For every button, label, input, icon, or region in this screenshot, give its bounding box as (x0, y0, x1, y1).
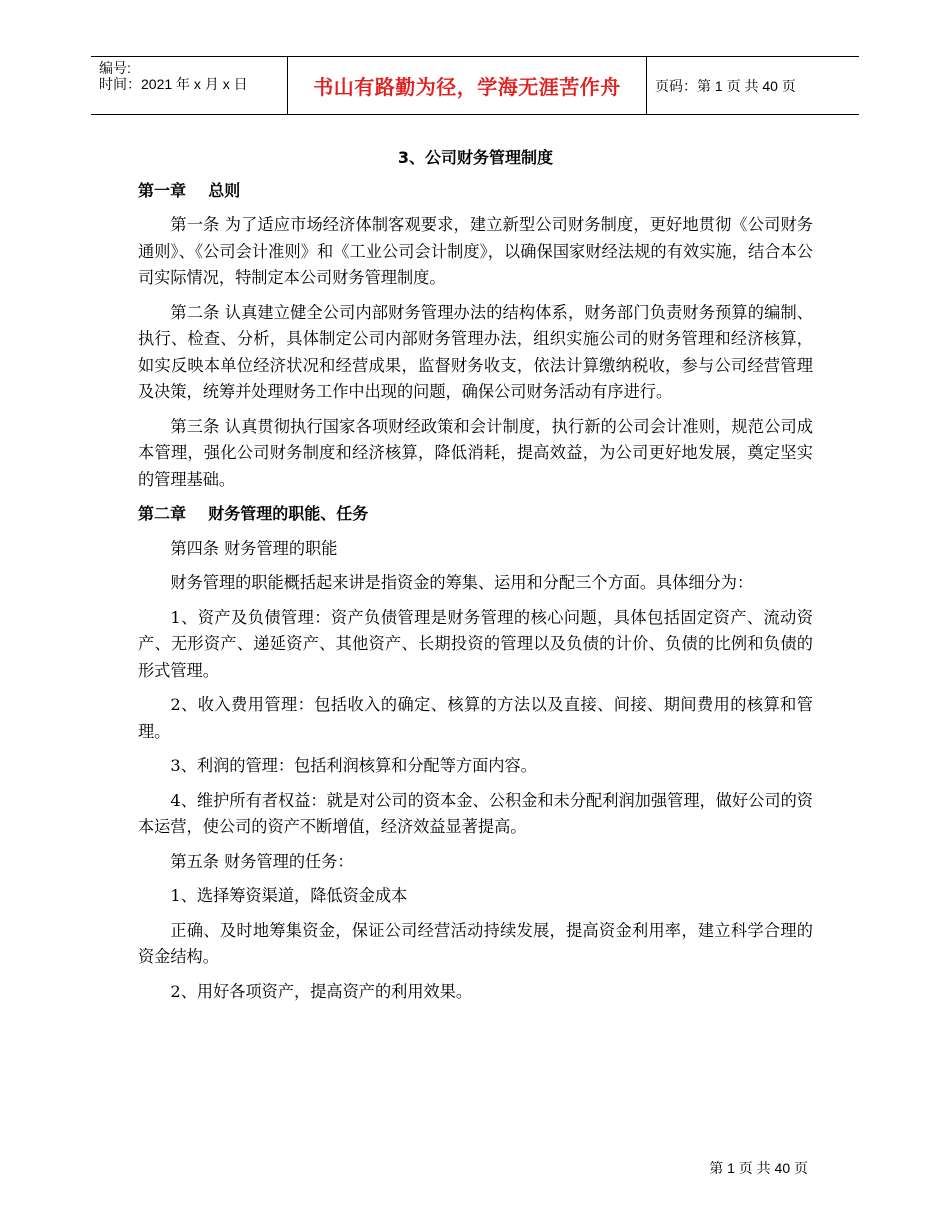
paragraph: 第四条 财务管理的职能 (170, 538, 338, 558)
page-footer: 第 1 页 共 40 页 (709, 1160, 808, 1176)
paragraph: 1、资产及负债管理：资产负债管理是财务管理的核心问题，具体包括固定资产、流动资产、无形资产、递延资产、其他资产、长期投资的管理以及负债的计价、负债的比例和负债的形式管理。 (138, 607, 813, 680)
paragraph: 第二条 认真建立健全公司内部财务管理办法的结构体系，财务部门负责财务预算的编制、执行、检查、分析，具体制定公司内部财务管理办法，组织实施公司的财务管理和经济核算，如实反映本单位经济状况和经营成果，监督财务收支，依法计算缴纳税收，参与公司经营管理及决策，统筹并处理财务工作中出现的问题，确保公司财务活动有序进行。 (138, 302, 813, 401)
paragraph: 正确、及时地筹集资金，保证公司经营活动持续发展，提高资金利用率，建立科学合理的资金结构。 (138, 920, 813, 966)
paragraph: 第一条 为了适应市场经济体制客观要求，建立新型公司财务制度，更好地贯彻《公司财务通则》、《公司会计准则》和《工业公司会计制度》，以确保国家财经法规的有效实施，结合本公司实际情况，特制定本公司财务管理制度。 (138, 215, 813, 287)
document-body (138, 145, 813, 1013)
header-page-info: 页码：第 1 页 共 40 页 (655, 77, 796, 94)
header-meta (91, 57, 287, 114)
paragraph: 第五条 财务管理的任务： (170, 851, 354, 871)
date-label: 时间：2021 年 x 月 x 日 (99, 76, 248, 92)
paragraph: 3、利润的管理：包括利润核算和分配等方面内容。 (170, 756, 537, 775)
page-header (91, 56, 859, 115)
document-sections (138, 178, 813, 1006)
code-label: 编号: (99, 60, 131, 76)
paragraph: 1、选择筹资渠道，降低资金成本 (170, 886, 408, 905)
header-motto: 书山有路勤为径，学海无涯苦作舟 (287, 57, 647, 114)
document-title: 3、公司财务管理制度 (397, 148, 554, 167)
paragraph: 财务管理的职能概括起来讲是指资金的筹集、运用和分配三个方面。具体细分为： (170, 573, 754, 592)
paragraph: 2、收入费用管理：包括收入的确定、核算的方法以及直接、间接、期间费用的核算和管理。 (138, 695, 813, 741)
chapter-heading: 第一章 总则 (138, 180, 241, 200)
paragraph: 2、用好各项资产，提高资产的利用效果。 (170, 981, 473, 1001)
paragraph: 第三条 认真贯彻执行国家各项财经政策和会计制度，执行新的公司会计准则，规范公司成本管理，强化公司财务制度和经济核算，降低消耗，提高效益，为公司更好地发展，奠定坚实的管理基础。 (138, 416, 813, 489)
paragraph: 4、维护所有者权益：就是对公司的资本金、公积金和未分配利润加强管理，做好公司的资本运营，使公司的资产不断增值，经济效益显著提高。 (138, 790, 813, 836)
chapter-heading: 第二章 财务管理的职能、任务 (138, 504, 369, 523)
